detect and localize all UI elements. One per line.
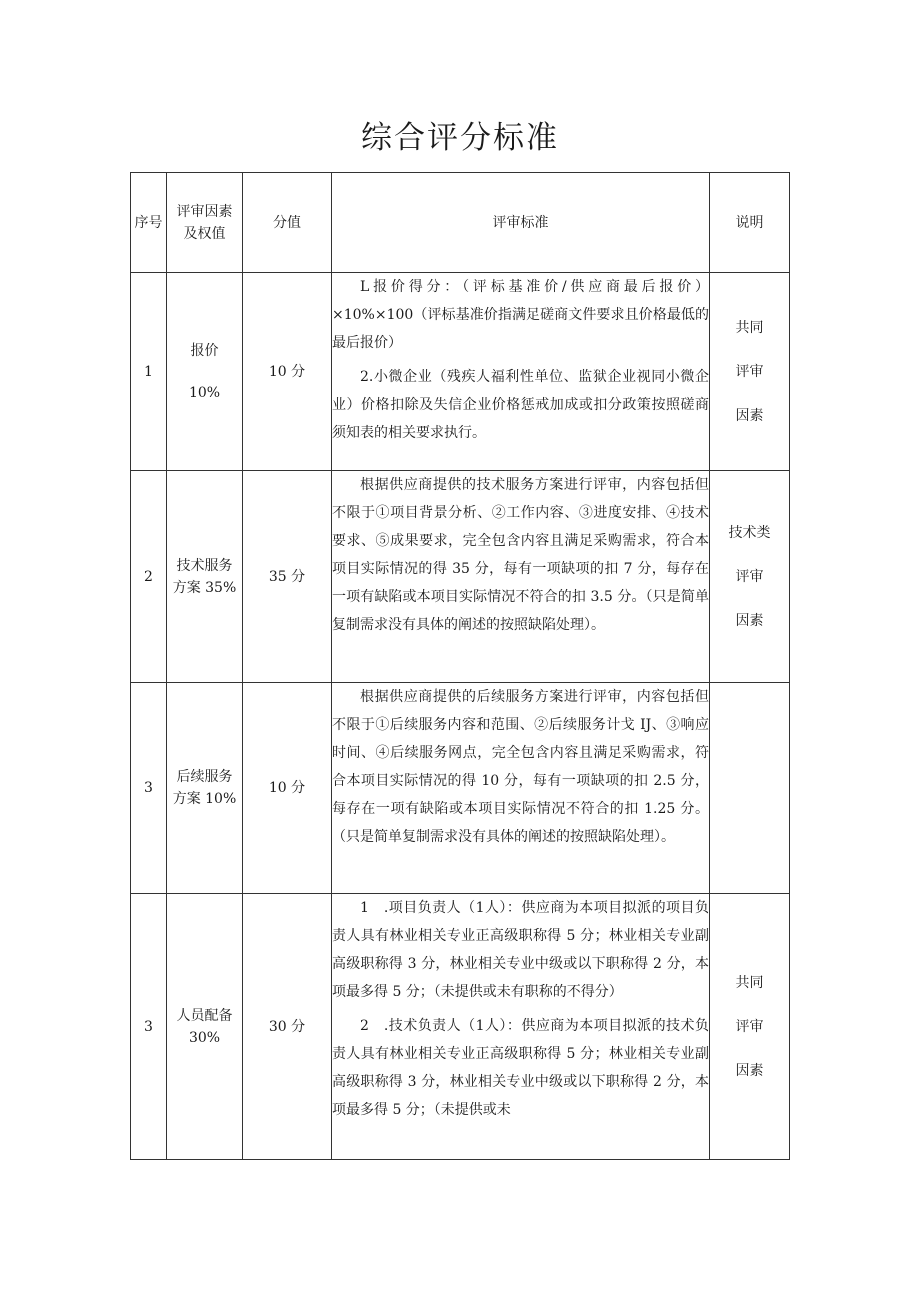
standard-paragraph: 根据供应商提供的后续服务方案进行评审，内容包括但不限于①后续服务内容和范围、②后续服务计戈 IJ、③响应时间、④后续服务网点，完全包含内容且满足采购需求，符合本项目实际情况的得 10 分，每有一项缺项的扣 2.5 分，每存在一项有缺陷或本项目实际情况不符合的扣 1.25 分。（只是简单复制需求没有具体的阐述的按照缺陷处理）。 bbox=[332, 689, 709, 845]
row-score: 10 分 bbox=[243, 273, 332, 471]
row-score: 30 分 bbox=[243, 894, 332, 1160]
note-line: 因素 bbox=[735, 407, 764, 424]
row-note bbox=[710, 471, 790, 683]
row-note bbox=[710, 273, 790, 471]
row-factor bbox=[167, 683, 243, 894]
row-standard bbox=[332, 471, 710, 683]
standard-paragraph: 1 .项目负责人（1人）：供应商为本项目拟派的项目负责人具有林业相关专业正高级职称得 5 分；林业相关专业副高级职称得 3 分，林业相关专业中级或以下职称得 2 分，本项最多得 5 分；（未提供或未有职称的不得分） bbox=[332, 900, 709, 1000]
row-factor-line2: 10% bbox=[188, 384, 221, 401]
standard-paragraph: 根据供应商提供的技术服务方案进行评审，内容包括但不限于①项目背景分析、②工作内容、③进度安排、④技术要求、⑤成果要求，完全包含内容且满足采购需求，符合本项目实际情况的得 35 分，每有一项缺项的扣 7 分，每存在一项有缺陷或本项目实际情况不符合的扣 3.5 分。（只是简单复制需求没有具体的阐述的按照缺陷处理）。 bbox=[332, 477, 709, 633]
row-standard bbox=[332, 894, 710, 1160]
note-line: 因素 bbox=[735, 612, 764, 629]
note-line: 共同 bbox=[735, 319, 764, 336]
table-row bbox=[131, 273, 790, 471]
header-standard: 评审标准 bbox=[332, 173, 710, 273]
row-factor-line1: 人员配备 bbox=[176, 1007, 233, 1024]
scoring-table bbox=[130, 172, 790, 1160]
header-factor bbox=[167, 173, 243, 273]
note-line: 技术类 bbox=[728, 524, 771, 541]
row-standard bbox=[332, 683, 710, 894]
page-title: 综合评分标准 bbox=[361, 120, 559, 156]
header-row bbox=[131, 173, 790, 273]
note-line: 共同 bbox=[735, 974, 764, 991]
table-row bbox=[131, 471, 790, 683]
row-factor-line1: 技术服务 bbox=[176, 557, 233, 574]
header-score: 分值 bbox=[243, 173, 332, 273]
row-factor bbox=[167, 471, 243, 683]
row-no: 2 bbox=[131, 471, 167, 683]
standard-paragraph: 2 .技术负责人（1人）：供应商为本项目拟派的技术负责人具有林业相关专业正高级职称得 5 分；林业相关专业副高级职称得 3 分，林业相关专业中级或以下职称得 2 分，本项最多得 5 分；（未提供或未 bbox=[332, 1018, 709, 1118]
table-row bbox=[131, 683, 790, 894]
row-no: 1 bbox=[131, 273, 167, 471]
row-no: 3 bbox=[131, 683, 167, 894]
row-factor bbox=[167, 894, 243, 1160]
row-factor bbox=[167, 273, 243, 471]
row-factor-line1: 报价 bbox=[190, 342, 219, 359]
row-note-empty bbox=[710, 683, 790, 894]
row-standard bbox=[332, 273, 710, 471]
row-factor-line2: 方案 35% bbox=[172, 579, 237, 596]
standard-paragraph: 2.小微企业（残疾人福利性单位、监狱企业视同小微企业）价格扣除及失信企业价格惩戒加成或扣分政策按照磋商须知表的相关要求执行。 bbox=[332, 369, 709, 441]
standard-paragraph: L报价得分：（评标基准价/供应商最后报价）×10%×100（评标基准价指满足磋商文件要求且价格最低的最后报价） bbox=[332, 279, 709, 351]
row-score: 10 分 bbox=[243, 683, 332, 894]
table-row bbox=[131, 894, 790, 1160]
header-factor-line1: 评审因素 bbox=[176, 203, 233, 220]
header-no: 序号 bbox=[131, 173, 167, 273]
row-no: 3 bbox=[131, 894, 167, 1160]
note-line: 评审 bbox=[735, 363, 764, 380]
row-note bbox=[710, 894, 790, 1160]
row-score: 35 分 bbox=[243, 471, 332, 683]
note-line: 评审 bbox=[735, 568, 764, 585]
header-factor-line2: 及权值 bbox=[183, 225, 226, 242]
row-factor-line2: 30% bbox=[188, 1029, 221, 1046]
note-line: 评审 bbox=[735, 1018, 764, 1035]
row-factor-line2: 方案 10% bbox=[172, 791, 237, 807]
note-line: 因素 bbox=[735, 1062, 764, 1079]
header-note: 说明 bbox=[710, 173, 790, 273]
row-factor-line1: 后续服务 bbox=[176, 769, 233, 785]
